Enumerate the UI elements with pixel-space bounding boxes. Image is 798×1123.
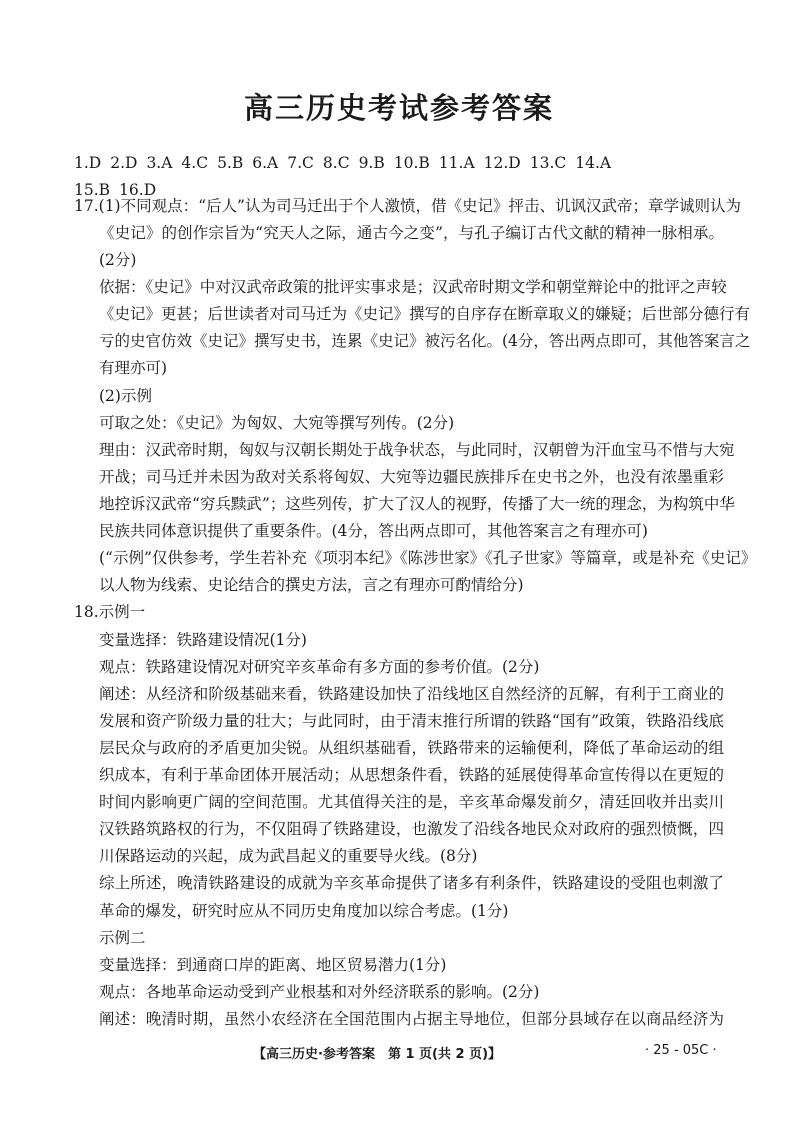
answer-text-line: 革命的爆发，研究时应从不同历史角度加以综合考虑。(1分) bbox=[99, 902, 509, 920]
answer-text-line: 阐述：从经济和阶级基础来看，铁路建设加快了沿线地区自然经济的瓦解，有利于工商业的 bbox=[99, 685, 724, 703]
mc-answers-row-1 bbox=[74, 153, 724, 173]
answer-text-line: 依据：《史记》中对汉武帝政策的批评实事求是；汉武帝时期文学和朝堂辩论中的批评之声较 bbox=[99, 278, 727, 296]
answer-text-line: 发展和资产阶级力量的壮大；与此同时，由于清末推行所谓的铁路“国有”政策，铁路沿线底 bbox=[99, 712, 724, 730]
mc-answer: 4.C bbox=[181, 154, 209, 172]
page-title: 高三历史考试参考答案 bbox=[243, 91, 554, 125]
answer-text-line: 时间内影响更广阔的空间范围。尤其值得关注的是，辛亥革命爆发前夕，清廷回收并出卖川 bbox=[99, 793, 724, 811]
answer-text-line: 民族共同体意识提供了重要条件。(4分，答出两点即可，其他答案言之有理亦可) bbox=[99, 522, 648, 540]
answer-text-line: 亏的史官仿效《史记》撰写史书，连累《史记》被污名化。(4分，答出两点即可，其他答案言之 bbox=[99, 332, 751, 350]
mc-answer: 7.C bbox=[287, 154, 314, 172]
mc-answer: 11.A bbox=[438, 154, 475, 172]
answer-text-line: 地控诉汉武帝“穷兵黩武”；这些列传，扩大了汉人的视野，传播了大一统的理念，为构筑中华 bbox=[99, 495, 735, 513]
answer-text-line: 有理亦可) bbox=[99, 359, 168, 377]
answer-text-line: 汉铁路筑路权的行为，不仅阻碍了铁路建设，也激发了沿线各地民众对政府的强烈愤慨，四 bbox=[99, 820, 724, 838]
mc-answer: 13.C bbox=[529, 154, 567, 172]
answer-text-line: 以人物为线索、史论结合的撰史方法，言之有理亦可酌情给分) bbox=[99, 576, 524, 594]
answer-text-line: 层民众与政府的矛盾更加尖锐。从组织基础看，铁路带来的运输便利，降低了革命运动的组 bbox=[99, 739, 724, 757]
answer-text-line: 17.(1)不同观点：“后人”认为司马迁出于个人激愤，借《史记》抨击、讥讽汉武帝；章学诚则认为 bbox=[74, 197, 741, 215]
answer-text-line: 《史记》更甚；后世读者对司马迁为《史记》撰写的自序存在断章取义的嫌疑；后世部分德行有 bbox=[99, 305, 751, 323]
answer-text-line: 观点：铁路建设情况对研究辛亥革命有多方面的参考价值。(2分) bbox=[99, 658, 540, 676]
answer-text-line: 示例二 bbox=[99, 929, 146, 947]
mc-answer: 2.D bbox=[110, 154, 138, 172]
answer-text-line: 开战；司马迁并未因为敌对关系将匈奴、大宛等边疆民族排斥在史书之外，也没有浓墨重彩 bbox=[99, 468, 724, 486]
mc-answer: 5.B bbox=[217, 154, 244, 172]
answer-text-line: 理由：汉武帝时期，匈奴与汉朝长期处于战争状态，与此同时，汉朝曾为汗血宝马不惜与大宛 bbox=[99, 441, 735, 459]
mc-answer: 16.D bbox=[119, 181, 157, 199]
footer-page-info: 【高三历史·参考答案 第 1 页(共 2 页)】 bbox=[253, 1047, 502, 1062]
answer-text-line: (2分) bbox=[99, 251, 137, 269]
answer-text-line: 变量选择：铁路建设情况(1分) bbox=[99, 631, 307, 649]
answer-text-line: 《史记》的创作宗旨为“究天人之际，通古今之变”，与孔子编订古代文献的精神一脉相承。 bbox=[99, 224, 724, 242]
mc-answer: 15.B bbox=[74, 181, 111, 199]
footer-code: · 25 - 05C · bbox=[645, 1043, 717, 1058]
mc-answer: 3.A bbox=[146, 154, 173, 172]
answer-text-line: 18.示例一 bbox=[74, 603, 146, 621]
answer-text-line: 可取之处：《史记》为匈奴、大宛等撰写列传。(2分) bbox=[99, 414, 455, 432]
mc-answer: 12.D bbox=[483, 154, 521, 172]
answer-text-line: 川保路运动的兴起，成为武昌起义的重要导火线。(8分) bbox=[99, 847, 478, 865]
mc-answer: 9.B bbox=[358, 154, 385, 172]
answer-text-line: 变量选择：到通商口岸的距离、地区贸易潜力(1分) bbox=[99, 956, 447, 974]
answer-text-line: (2)示例 bbox=[99, 387, 152, 405]
mc-answer: 8.C bbox=[322, 154, 350, 172]
mc-answer: 6.A bbox=[252, 154, 279, 172]
answer-text-line: 阐述：晚清时期，虽然小农经济在全国范围内占据主导地位，但部分县域存在以商品经济为 bbox=[99, 1010, 724, 1028]
answer-text-line: (“示例”仅供参考，学生若补充《项羽本纪》《陈涉世家》《孔子世家》等篇章，或是补充《史记》 bbox=[99, 549, 757, 567]
answer-text-line: 综上所述，晚清铁路建设的成就为辛亥革命提供了诸多有利条件，铁路建设的受阻也刺激了 bbox=[99, 874, 724, 892]
mc-answer: 1.D bbox=[74, 154, 102, 172]
answer-text-line: 织成本，有利于革命团体开展活动；从思想条件看，铁路的延展使得革命宣传得以在更短的 bbox=[99, 766, 724, 784]
mc-answer: 10.B bbox=[393, 154, 430, 172]
answer-text-line: 观点：各地革命运动受到产业根基和对外经济联系的影响。(2分) bbox=[99, 983, 540, 1001]
mc-answer: 14.A bbox=[575, 154, 612, 172]
